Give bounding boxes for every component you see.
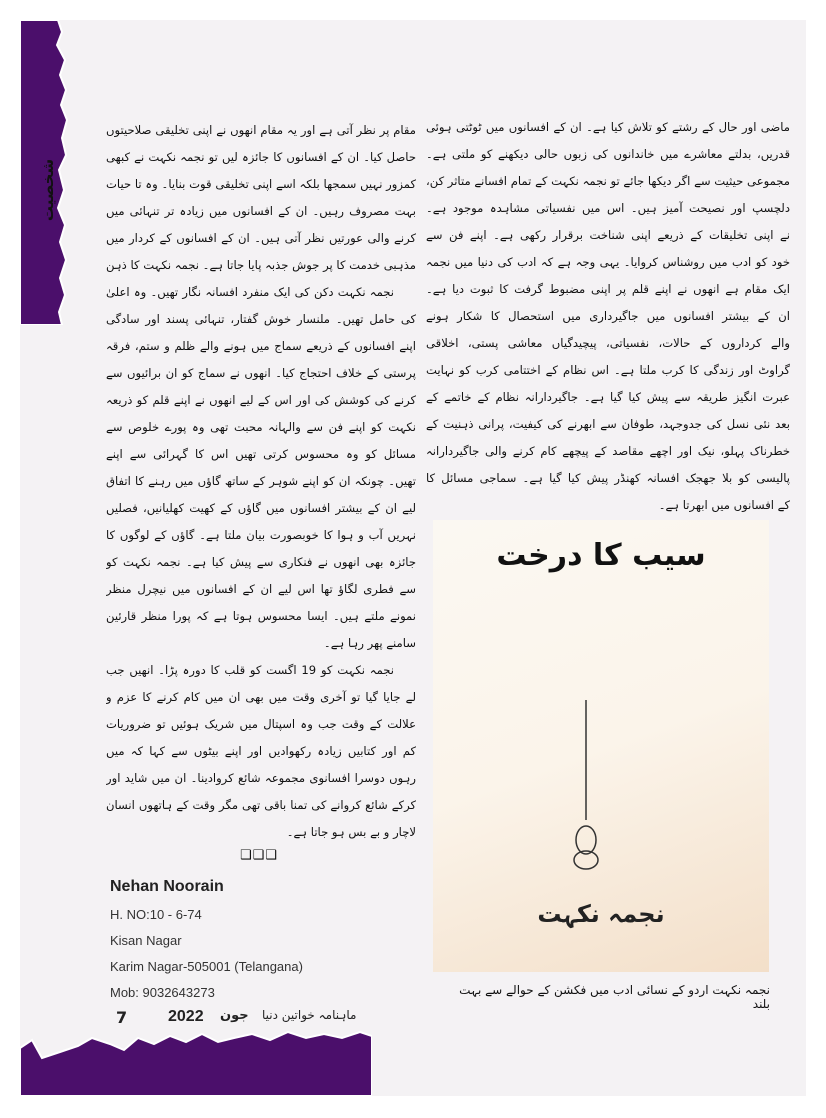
end-mark: ❑❑❑ (240, 848, 278, 863)
text-line: سامنے پھر رہا ہے۔ (323, 636, 416, 650)
text-line: حاصل کیا۔ ان کے افسانوں کا جائزہ لیں تو نجمہ نکہت نے کبھی (106, 150, 416, 164)
text-line: تھیں۔ چونکہ ان کو اپنے شوہر کے ساتھ گاؤں میں رہنے کا اتفاق (106, 474, 416, 488)
address-line: Kisan Nagar (110, 933, 182, 948)
text-line: لیے ان کے بیشتر افسانوں میں گاؤں کے کھیت کھلیانیں، فصلیں (106, 501, 416, 515)
author-name: Nehan Noorain (110, 878, 224, 895)
text-line: لے جایا گیا تو آخری وقت میں بھی ان میں کام کرنے کا عزم و (106, 690, 416, 704)
text-line: اپنے افسانوں کے ذریعے سماج میں ہونے والے ظلم و ستم، فرقہ (106, 339, 416, 353)
text-line: بعد نئی نسل کی جدوجہد، طوفان سے ابھرنے کی کیفیت، پرانی ذہنیت کے (426, 417, 790, 431)
purple-torn-band (20, 1030, 372, 1096)
text-line: خود کو ادب میں روشناس کروایا۔ یہی وجہ ہے کہ ادب کی دنیا میں نجمہ (426, 255, 790, 269)
text-line: مقام پر نظر آتی ہے اور یہ مقام انھوں نے اپنی تخلیقی صلاحیتوں (106, 123, 416, 137)
text-line: کم اور کتابیں زیادہ رکھوادیں اور اپنے بیٹوں سے کہا کہ میں (106, 744, 416, 758)
text-line: نہریں آب و ہوا کا خوبصورت بیان ملتا ہے۔ گاؤں کے لوگوں کا (106, 528, 416, 542)
text-line: مجموعی حیثیت سے اگر دیکھا جائے تو نجمہ نکہت کے تمام افسانے متاثر کن، (426, 174, 790, 188)
page-number: 7 (116, 1008, 128, 1027)
text-line: کے افسانوں میں ابھرتا ہے۔ (658, 498, 790, 512)
hanging-bulb-drawing (561, 700, 611, 900)
text-line: بہت مصروف رہیں۔ ان کے افسانوں میں زیادہ تر تنہائی میں (106, 204, 416, 218)
issue-year: 2022 (168, 1008, 204, 1025)
text-line: نجمہ نکہت دکن کی ایک منفرد افسانہ نگار تھیں۔ وہ اعلیٰ (106, 285, 394, 299)
author-signature: نجمہ نکہت (537, 900, 665, 928)
book-cover-image (433, 520, 769, 972)
author-block (110, 878, 303, 1006)
address-line: Karim Nagar-505001 (Telangana) (110, 959, 303, 974)
text-line: ان کے بیشتر افسانوں میں جاگیرداری میں استحصال کا شکار ہونے (426, 309, 790, 323)
text-line: علالت کے وقت جب وہ اسپتال میں شریک ہوئیں تو ضروریات (106, 717, 416, 731)
text-line: رہوں دوسرا افسانوی مجموعہ شائع کروادینا۔ ان میں شاید اور (106, 771, 416, 785)
text-line: کرنے والی عورتیں نظر آتی ہیں۔ ان کے افسانوں کے کردار میں (106, 231, 416, 245)
text-line: نے اپنی تخلیقات کے ذریعے اپنی شناخت برقرار رکھی ہے۔ اپنے فن سے (426, 228, 790, 242)
text-line: پرستی کے خلاف احتجاج کیا۔ انھوں نے سماج کو ان برائیوں سے (106, 366, 416, 380)
issue-month: جون (220, 1008, 249, 1023)
address-line: H. NO:10 - 6-74 (110, 907, 202, 922)
text-line: سے فطری لگاؤ تھا اس لیے ان کے افسانوں میں نیچرل منظر (106, 582, 416, 596)
text-line: نمونے ملتے ہیں۔ ایسا محسوس ہوتا ہے کہ پورا منظر قارئین (106, 609, 416, 623)
text-line: کرکے شائع کروانے کی تمنا باقی تھی مگر وقت کے ہاتھوں انسان (106, 798, 416, 812)
text-line: ماضی اور حال کے رشتے کو تلاش کیا ہے۔ ان کے افسانوں میں ٹوٹتی ہوئی (426, 120, 790, 134)
text-line: کمزور نہیں سمجھا بلکہ اسے اپنی تخلیقی قوت بنایا۔ وہ تا حیات (106, 177, 416, 191)
magazine-name: ماہنامہ خواتین دنیا (262, 1008, 357, 1022)
text-line: نکہت کو اپنے فن سے والہانہ محبت تھی وہ پورے خلوص سے (106, 420, 416, 434)
text-line: پالیسی کو بلا جھجک افسانہ کھنڈر پیش کیا گیا ہے۔ سماجی مسائل کا (426, 471, 790, 485)
text-line: دلچسپ اور نصیحت آمیز ہیں۔ اس میں نفسیاتی مشاہدہ موجود ہے۔ (426, 201, 790, 215)
text-line: لاچار و بے بس ہو جاتا ہے۔ (286, 825, 416, 839)
text-line: ایک مقام ہے انھوں نے اپنے قلم پر اپنی مضبوط گرفت کا ثبوت دیا ہے۔ (426, 282, 790, 296)
text-line: مذہبی خدمت کا پر جوش جذبہ پایا جاتا ہے۔ نجمہ نکہت کا ذہن (106, 258, 416, 272)
text-line: عبرت انگیز طریقہ سے پیش کیا گیا ہے۔ جاگیردارانہ نظام کے خاتمے کے (426, 390, 790, 404)
text-line: خطرناک پہلو، نیک اور اچھے مقاصد کے پیچھے کام کرنے والی جاگیردارانہ (426, 444, 790, 458)
text-line: والے کرداروں کے حالات، نفسیاتی، پیچیدگیاں معاشی پستی، اخلاقی (426, 336, 790, 350)
section-label-text: شخصیت (39, 158, 57, 222)
phone-line: Mob: 9032643273 (110, 985, 215, 1000)
text-line: جائزہ بھی انھوں نے فنکاری سے پیش کیا ہے۔ نجمہ نکہت کو (106, 555, 416, 569)
right-text-column (426, 114, 790, 519)
text-line: گراوٹ اور زندگی کا کرب ملتا ہے۔ اس نظام کے اختتامی کرب کو نہایت (426, 363, 790, 377)
text-line: نجمہ نکہت کو 19 اگست کو قلب کا دورہ پڑا۔ انھیں جب (106, 663, 394, 677)
text-line: کرنے کی کوشش کی اور اس کے لیے انھوں نے اپنے قلم کو ذریعہ (106, 393, 416, 407)
text-line: کی حامل تھیں۔ ملنسار خوش گفتار، تنہائی پسند اور سادگی (106, 312, 416, 326)
book-title: سیب کا درخت (496, 538, 706, 573)
text-line: مسائل کو وہ محسوس کرتی تھیں اس کا گہرائی سے اپنے (106, 447, 416, 461)
section-label (28, 150, 68, 230)
left-text-column (106, 117, 416, 846)
text-line: قدریں، بدلتے معاشرے میں خاندانوں کی زبوں حالی دیکھنے کو ملتی ہے۔ (426, 147, 790, 161)
image-caption: نجمہ نکہت اردو کے نسائی ادب میں فکشن کے حوالے سے بہت بلند (459, 983, 770, 1011)
